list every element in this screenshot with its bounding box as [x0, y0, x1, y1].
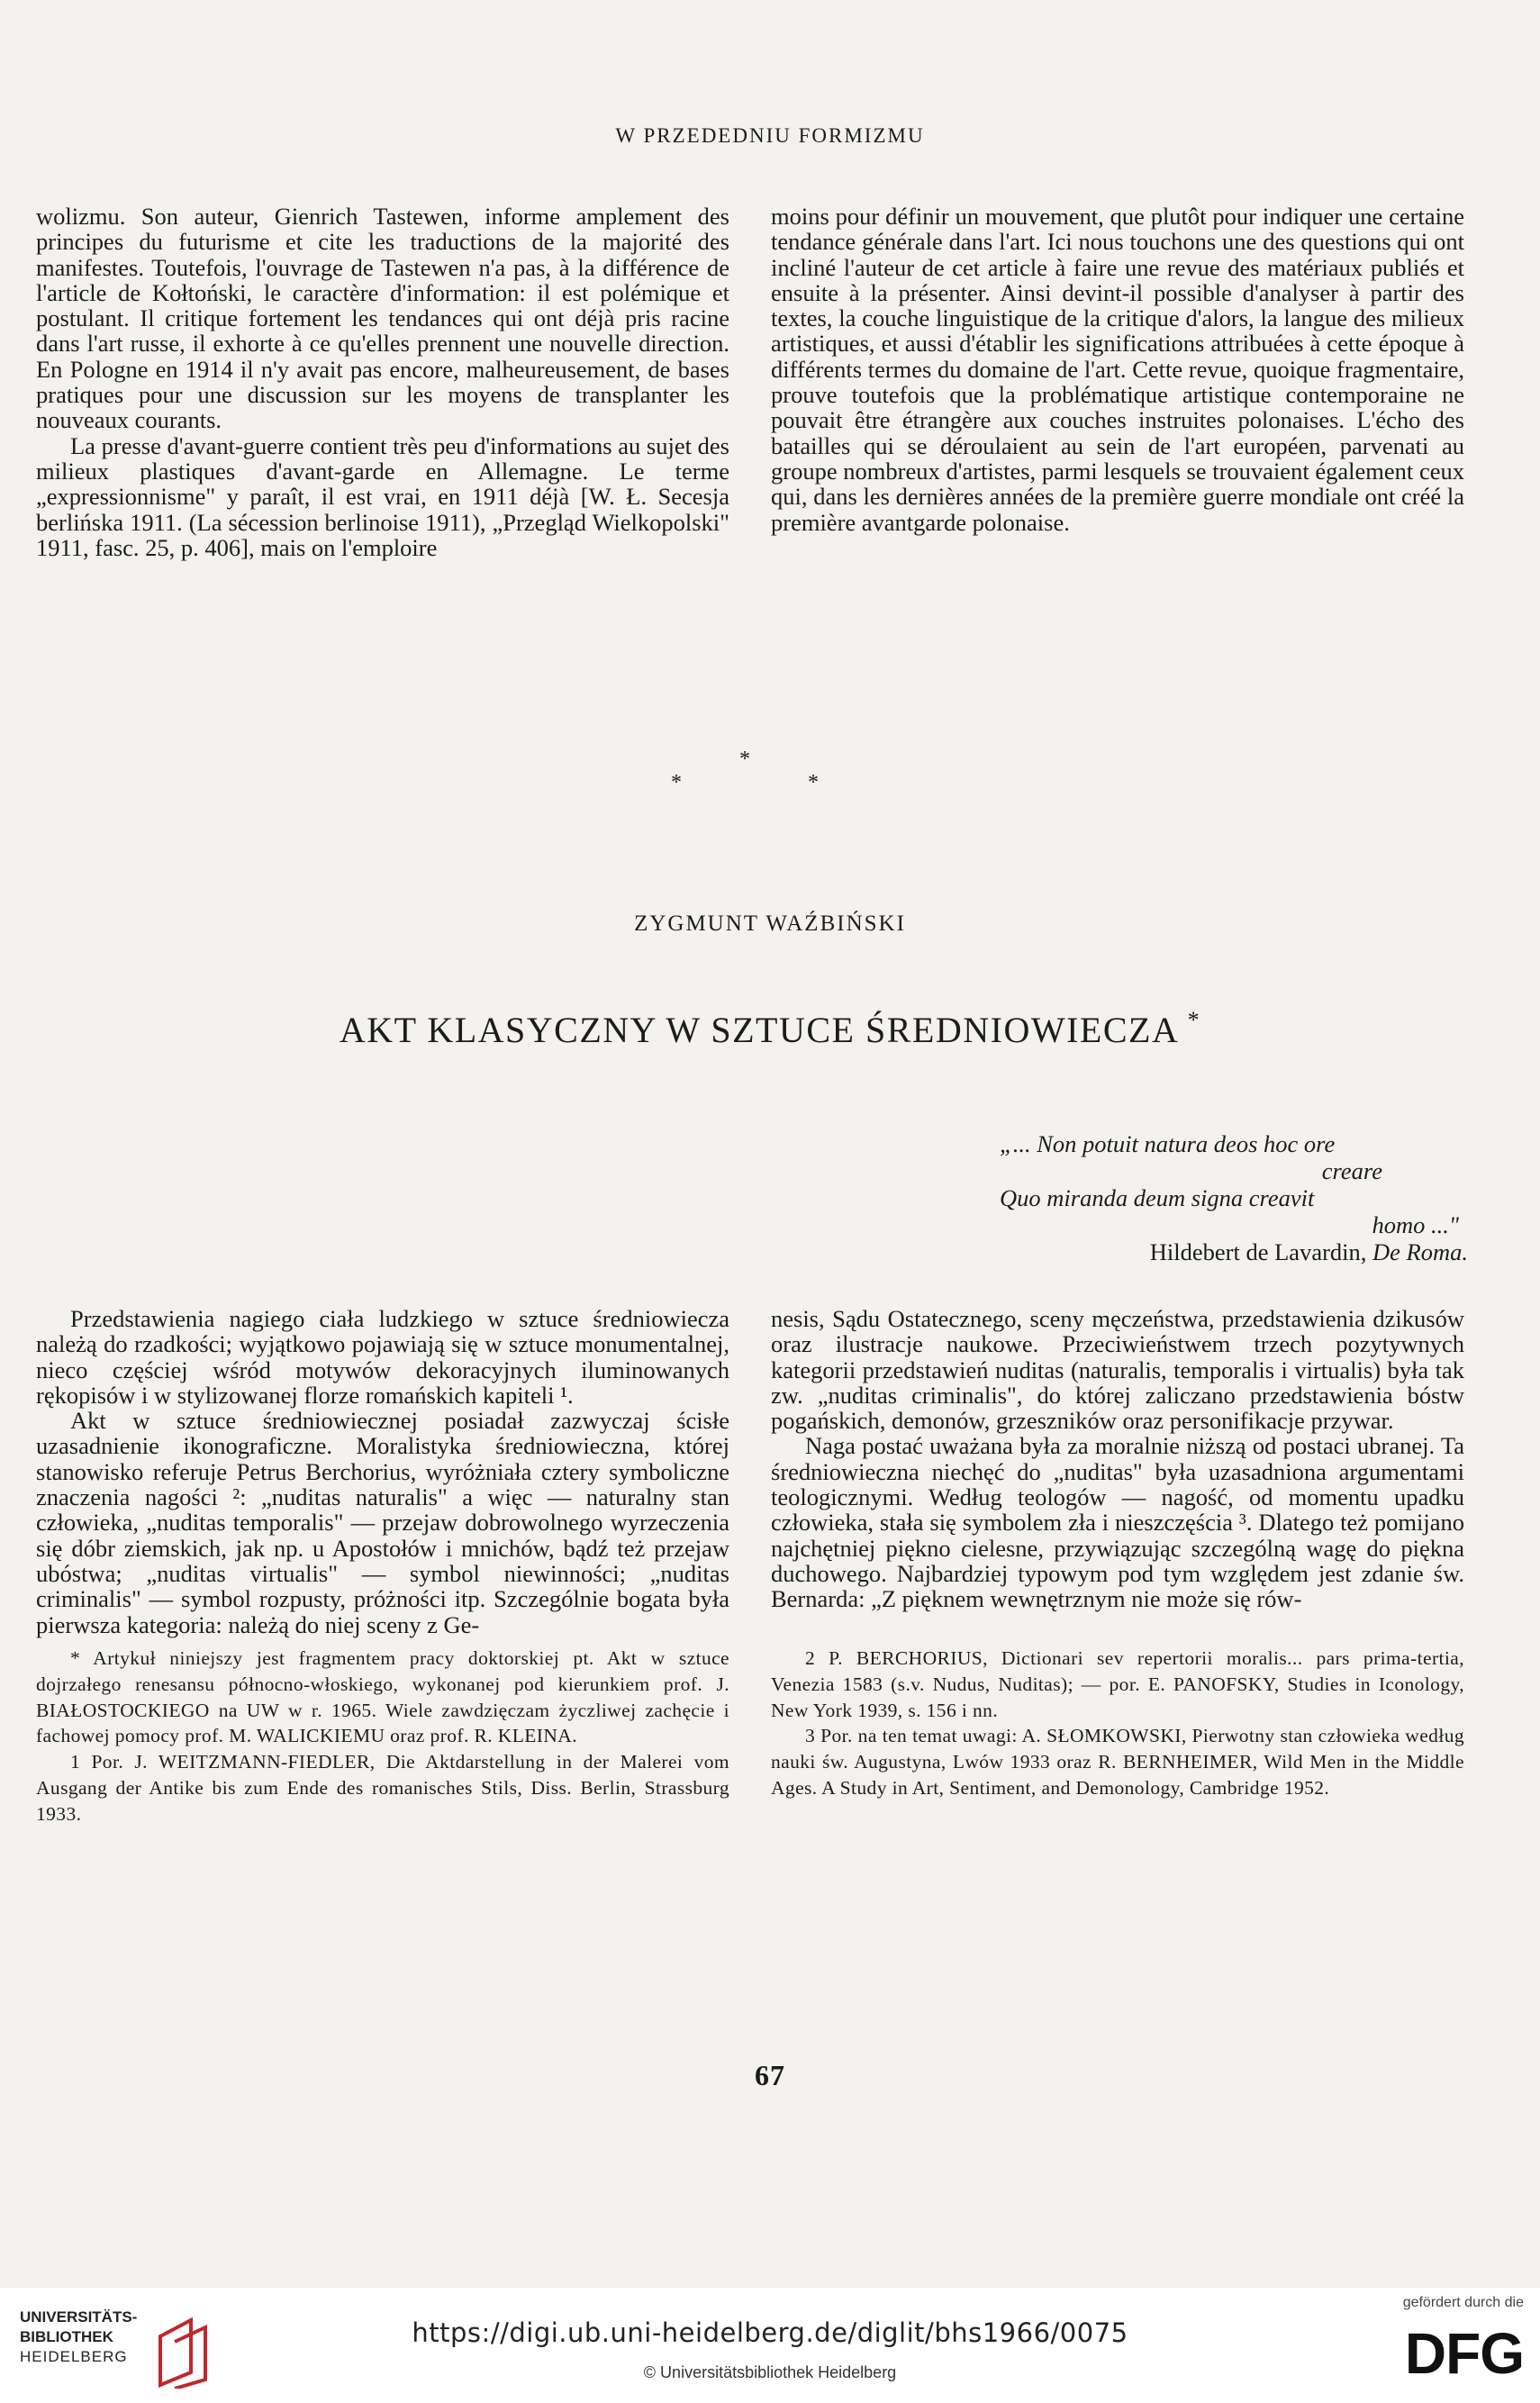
funder-caption: gefördert durch die — [1402, 2295, 1524, 2310]
paragraph: Przedstawienia nagiego ciała ludzkiego w sztuce średniowiecza należą do rzadkości; wyjątkowo pojawiają się w sztuce monumentalnej, nieco częściej wśród motywów dekoracyjnych iluminowanych rękopisów i w stylizowanej florze romańskich kapiteli ¹. — [36, 1305, 729, 1409]
french-text-left-column — [36, 204, 729, 560]
french-text-right-column — [771, 204, 1464, 535]
footnotes-left — [36, 1646, 729, 1827]
footnote: 1 Por. J. WEITZMANN-FIEDLER, Die Aktdarstellung in der Malerei vom Ausgang der Antike bis zum Ende des romanisches Stils, Diss. Berlin, Strassburg 1933. — [36, 1751, 729, 1825]
footnote: 2 P. BERCHORIUS, Dictionari sev repertorii moralis... pars prima-tertia, Venezia 1583 (s.v. Nudus, Nuditas); — por. E. PANOFSKY, Studies in Iconology, New York 1939, s. 156 i nn. — [771, 1647, 1464, 1721]
epigraph-line: Quo miranda deum signa creavit — [1000, 1184, 1315, 1211]
funder-logo[interactable] — [1362, 2295, 1524, 2394]
footnotes-right — [771, 1646, 1464, 1801]
footnote: * Artykuł niniejszy jest fragmentem pracy doktorskiej pt. Akt w sztuce dojrzałego renesansu północno-włoskiego, wykonanej pod kierunkiem prof. J. BIAŁOSTOCKIEGO na UW w r. 1965. Wiele zawdzięczam życzliwej zachęcie i fachowej pomocy prof. M. WALICKIEMU oraz prof. R. KLEINA. — [36, 1647, 729, 1747]
article-author: ZYGMUNT WAŹBIŃSKI — [634, 911, 906, 936]
article-title — [0, 1009, 1540, 1051]
library-name-line: BIBLIOTHEK — [20, 2328, 113, 2345]
asterisk: * — [671, 771, 682, 794]
section-separator-asterism — [0, 748, 1540, 802]
epigraph-work: De Roma. — [1372, 1238, 1468, 1265]
article-body-right-column — [771, 1306, 1464, 1612]
epigraph-line: creare — [1321, 1157, 1382, 1184]
library-name-line: HEIDELBERG — [20, 2348, 128, 2365]
paragraph: wolizmu. Son auteur, Gienrich Tastewen, informe amplement des principes du futurisme et cite les traductions de la majorité des manifestes. Toutefois, l'ouvrage de Tastewen n'a pas, à la différence de l'article de Kołtoński, le caractère d'information: il est polémique et postulant. Il critique fortement les tendances qui ont déjà pris racine dans l'art russe, il exhorte à ce qu'elles prennent une nouvelle direction. En Pologne en 1914 il n'y avait pas encore, malheureusement, de bases pratiques pour une discussion sur les moyens de transplanter les nouveaux courants. — [36, 203, 729, 434]
paragraph: Akt w sztuce średniowiecznej posiadał zazwyczaj ścisłe uzasadnienie ikonograficzne. Moralistyka średniowieczna, której stanowisko referuje Petrus Berchorius, wyróżniała cztery symboliczne znaczenia nagości ²: „nuditas naturalis" a więc — naturalny stan człowieka, „nuditas temporalis" — przejaw dobrowolnego wyrzeczenia się dóbr ziemskich, jak np. u Apostołów i mnichów, bądź też przejaw ubóstwa; „nuditas virtualis" — symbol niewinności; „nuditas criminalis" — symbol rozpusty, próżności itp. Szczególnie bogata była pierwsza kategoria: należą do niej sceny z Ge- — [36, 1407, 729, 1638]
footnote: 3 Por. na ten temat uwagi: A. SŁOMKOWSKI, Pierwotny stan człowieka według nauki św. Augustyna, Lwów 1933 oraz R. BERNHEIMER, Wild Men in the Middle Ages. A Study in Art, Sentiment, and Demonology, Cambridge 1952. — [771, 1725, 1464, 1799]
epigraph-attribution — [1000, 1238, 1468, 1265]
asterisk: * — [739, 748, 750, 771]
asterisk: * — [808, 771, 819, 794]
article-title-text: AKT KLASYCZNY W SZTUCE ŚREDNIOWIECZA — [339, 1010, 1178, 1050]
epigraph-author: Hildebert de Lavardin, — [1149, 1238, 1367, 1265]
title-footnote-mark: * — [1187, 1007, 1201, 1033]
dfg-logo-icon: DFG — [1404, 2321, 1524, 2386]
epigraph-line: homo ..." — [1372, 1211, 1459, 1238]
page-number: 67 — [755, 2059, 785, 2091]
copyright-notice: © Universitätsbibliothek Heidelberg — [643, 2363, 897, 2381]
running-head: W PRZEDEDNIU FORMIZMU — [615, 124, 925, 147]
library-name-line: UNIVERSITÄTS- — [20, 2308, 138, 2326]
paragraph: La presse d'avant-guerre contient très peu d'informations au sujet des milieux plastiques d'avant-garde en Allemagne. Le terme „expressionnisme" y paraît, il est vrai, en 1911 déjà [W. Ł. Secesja berlińska 1911. (La sécession berlinoise 1911), „Przegląd Wielkopolski" 1911, fasc. 25, p. 406], mais on l'emploire — [36, 431, 729, 561]
paragraph: moins pour définir un mouvement, que plutôt pour indiquer une certaine tendance générale dans l'art. Ici nous touchons une des questions qui ont incliné l'auteur de cet article à faire une revue des matériaux publiés et ensuite à la présenter. Ainsi devint-il possible d'analyser à partir des textes, la couche linguistique de la critique d'alors, la langue des milieux artistiques, et aussi d'établir les significations attribuées à cette époque à différents termes du domaine de l'art. Cette revue, quoique fragmentaire, prouve toutefois que la problématique artistique contemporaine ne pouvait être étrangère aux couches instruites polonaises. L'écho des batailles qui se déroulaient au sein de l'art européen, parvenati au groupe nombreux d'artistes, parmi lesquels se trouvaient également ceux qui, dans les dernières années de la première guerre mondiale ont créé la première avantgarde polonaise. — [771, 203, 1464, 536]
article-body-left-column — [36, 1306, 729, 1637]
epigraph — [1000, 1130, 1468, 1265]
epigraph-line: „... Non potuit natura deos hoc ore — [1000, 1130, 1336, 1157]
document-permalink[interactable]: https://digi.ub.uni-heidelberg.de/diglit/bhs1966/0075 — [412, 2317, 1128, 2348]
paragraph: Naga postać uważana była za moralnie niższą od postaci ubranej. Ta średniowieczna niechęć do „nuditas" była uzasadniona argumentami teologicznymi. Według teologów — nagość, od momentu upadku człowieka, stała się symbolem zła i nieszczęścia ³. Dlatego też pomijano najchętniej piękno cielesne, przywiązując szczególną wagę do piękna duchowego. Najbardziej typowym pod tym względem jest zdanie św. Bernarda: „Z pięknem wewnętrznym nie może się rów- — [771, 1432, 1464, 1613]
paragraph: nesis, Sądu Ostatecznego, sceny męczeństwa, przedstawienia dzikusów oraz ilustracje naukowe. Przeciwieństwem trzech pozytywnych kategorii przedstawień nuditas (naturalis, temporalis i virtualis) była tak zw. „nuditas criminalis", do której zaliczano przedstawienia bóstw pogańskich, demonów, grzeszników oraz personifikacje przywar. — [771, 1305, 1464, 1435]
